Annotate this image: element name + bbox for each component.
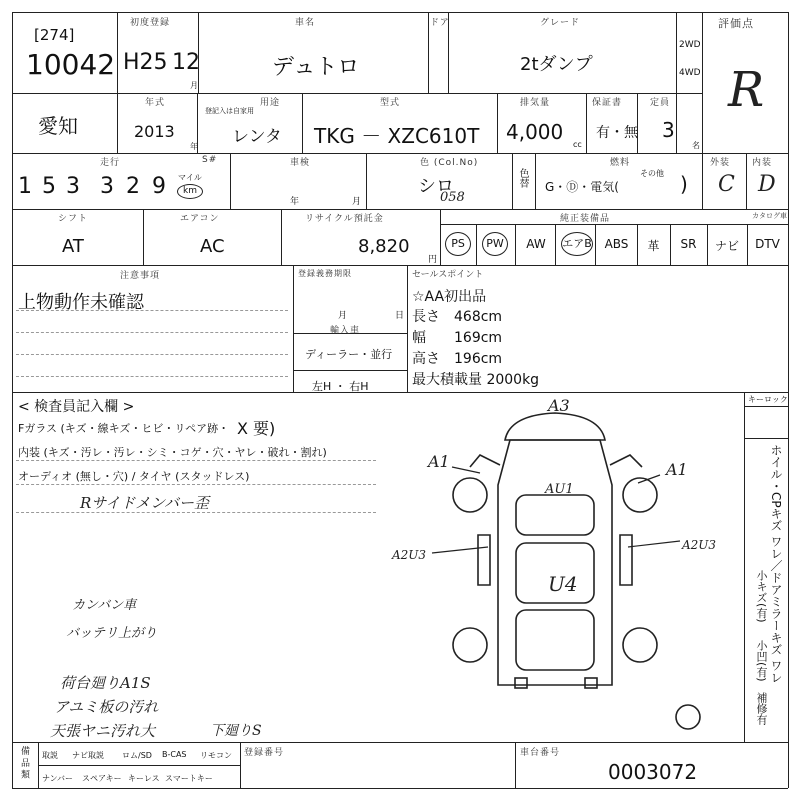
accessory-cell: 取説: [42, 751, 58, 760]
fuel-label: 燃料: [610, 158, 631, 168]
mileage-digit-4: 3: [100, 174, 114, 199]
first-reg-month: 12: [172, 50, 200, 75]
accessory-cell: ナンバー: [42, 774, 74, 783]
ac-label: エアコン: [180, 214, 220, 224]
sales-point: ☆AA初出品: [412, 289, 487, 305]
color-code: 058: [440, 190, 465, 205]
mileage-digit-2: 5: [42, 174, 56, 199]
vehicle-diagram: [380, 395, 740, 740]
side-note-main: ホイル・CPキズ ワレ／ドアミラーキズ ワレ: [769, 444, 783, 684]
inspector-note-6: 天張ヤニ汚れ大: [50, 722, 156, 740]
lot-number: 10042: [26, 48, 116, 81]
equipment-label: 純正装備品: [560, 214, 611, 224]
import-label: 輸入車: [330, 326, 361, 336]
insurance-value: 有・無: [596, 125, 638, 141]
displacement-value: 4,000: [506, 120, 564, 144]
fuel-other: その他: [640, 169, 664, 178]
equipment-ps: PS: [445, 232, 471, 256]
score-value: R: [728, 62, 765, 118]
inspector-glass-mark: X 要): [237, 419, 276, 438]
grade-value: 2tダンプ: [520, 54, 593, 75]
inspection-year-unit: 年: [290, 197, 300, 207]
month-unit: 月: [190, 81, 198, 90]
sales-label: セールスポイント: [412, 270, 484, 280]
sales-point: 長さ 468cm: [412, 309, 503, 325]
equipment-abs: ABS: [604, 237, 629, 251]
notes-line-1: 上物動作未確認: [18, 292, 144, 313]
equipment-sr: SR: [680, 237, 697, 251]
equipment-navi: ナビ: [714, 239, 739, 253]
inspector-title: < 検査員記入欄 >: [18, 399, 135, 415]
exterior-label: 外装: [710, 158, 731, 168]
mileage-digit-1: 1: [18, 174, 32, 199]
first-reg-label: 初度登録: [130, 18, 171, 28]
recycle-unit: 円: [428, 255, 438, 265]
accessory-cell: リモコン: [200, 751, 232, 760]
mileage-digit-6: 9: [152, 174, 166, 199]
accessory-cell: ロム/SD: [122, 751, 152, 760]
grade-label: グレード: [540, 18, 581, 28]
score-label: 評価点: [718, 17, 754, 30]
side-note-small-1: 小キズ(有): [755, 570, 768, 623]
side-note-small-2: 小凹(有): [755, 640, 768, 682]
accessory-cell: スマートキー: [165, 774, 213, 783]
damage-mark-u4: U4: [548, 572, 578, 596]
vehicle-number-label: 車台番号: [520, 748, 561, 758]
reg-month: 月: [338, 311, 348, 321]
seats-value: 3: [662, 118, 675, 142]
interior-label: 内装: [752, 158, 773, 168]
inspector-note-5: アユミ板の汚れ: [54, 698, 159, 716]
accessory-cell: スペアキー: [82, 774, 122, 783]
mileage-digit-5: 2: [126, 174, 140, 199]
damage-mark-au1: AU1: [545, 482, 574, 497]
inspector-interior: 内装 (キズ・汚レ・汚レ・シミ・コゲ・穴・ヤレ・破れ・割れ): [18, 446, 327, 459]
mileage-unit-km: km: [177, 184, 203, 199]
inspector-note-7: 下廻りS: [210, 723, 262, 739]
displacement-unit: cc: [573, 140, 582, 149]
damage-mark-a2u3-left: A2U3: [392, 548, 427, 562]
model-name: デュトロ: [272, 55, 360, 80]
type-label: 型式: [380, 98, 401, 108]
ac-value: AC: [200, 236, 225, 257]
type-code: TKG － XZC610T: [314, 124, 480, 148]
dealer-option: ディーラー・並行: [305, 348, 393, 361]
accessory-cell: キーレス: [128, 774, 160, 783]
damage-mark-a2u3-right: A2U3: [682, 538, 717, 552]
equipment-aw: AW: [526, 237, 546, 251]
accessory-cell: ナビ取説: [72, 751, 104, 760]
year-unit: 年: [190, 142, 198, 151]
year-value: 2013: [134, 122, 175, 141]
seats-unit: 名: [692, 141, 700, 150]
fuel-options: G・Ⓓ・電気(: [545, 180, 619, 194]
lot-tag: [274]: [34, 26, 75, 44]
sales-point: 幅 169cm: [412, 330, 503, 346]
inspector-glass: Fガラス (キズ・線キズ・ヒビ・リペア跡・: [18, 422, 230, 435]
recolor-label: 色替: [517, 168, 528, 188]
region: 愛知: [38, 114, 78, 138]
steering-option: 左H ・ 右H: [312, 380, 369, 393]
inspection-month-unit: 月: [352, 197, 362, 207]
insurance-label: 保証書: [592, 98, 623, 108]
inspector-note-1: Rサイドメンバー歪: [80, 494, 210, 512]
accessory-cell: B-CAS: [162, 750, 187, 759]
fuel-close: ): [680, 172, 688, 196]
reg-expiry-label: 登録義務期限: [298, 269, 352, 278]
sales-point: 最大積載量 2000kg: [412, 372, 540, 388]
inspector-note-2: カンバン車: [72, 598, 137, 613]
drive-2wd: 2WD: [679, 40, 701, 50]
s-number-label: S#: [202, 155, 218, 165]
door-label: ドア: [430, 18, 450, 28]
interior-grade: D: [758, 172, 776, 197]
inspection-label: 車検: [290, 158, 311, 168]
mileage-label: 走行: [100, 158, 121, 168]
purpose-label: 用途: [260, 98, 281, 108]
color-name: シロ: [418, 176, 454, 197]
sales-point: 高さ 196cm: [412, 351, 503, 367]
purpose-value: レンタ: [232, 127, 282, 147]
inspector-note-4: 荷台廻りA1S: [60, 674, 151, 692]
side-note-small-3: 補修有: [755, 692, 768, 725]
equipment-pw: PW: [482, 232, 508, 256]
recycle-amount: 8,820: [358, 236, 410, 257]
model-label: 車名: [295, 18, 316, 28]
damage-mark-a1-left: A1: [428, 452, 450, 471]
exterior-grade: C: [718, 172, 735, 197]
recycle-label: リサイクル預託金: [305, 214, 384, 224]
drive-4wd: 4WD: [679, 68, 701, 78]
displacement-label: 排気量: [520, 98, 551, 108]
first-reg-year: H25: [123, 50, 168, 75]
year-label: 年式: [145, 98, 166, 108]
purpose-small: 登記入は自家用: [205, 107, 254, 115]
inspector-audio: オーディオ (無し・穴) / タイヤ (スタッドレス): [18, 470, 250, 483]
tv-label: カタログ車: [752, 212, 787, 220]
damage-mark-a3: A3: [548, 396, 570, 415]
equipment-airbag: エアB: [561, 232, 593, 256]
notes-label: 注意事項: [120, 271, 161, 281]
shift-label: シフト: [58, 214, 89, 224]
mileage-digit-3: 3: [66, 174, 80, 199]
mileage-unit-mile: マイル: [178, 173, 202, 182]
shift-value: AT: [62, 236, 84, 257]
vehicle-number: 0003072: [608, 760, 698, 784]
equipment-dtv: DTV: [755, 237, 780, 251]
color-label: 色 (Col.No): [420, 158, 479, 168]
reg-day: 日: [395, 311, 405, 321]
damage-mark-a1-right: A1: [666, 460, 688, 479]
reg-number-label: 登録番号: [244, 748, 285, 758]
inspector-note-3: バッテリ上がり: [66, 626, 158, 641]
footer-side-label: 備 品 類: [19, 746, 29, 779]
equipment-leather: 革: [647, 239, 660, 253]
seats-label: 定員: [650, 98, 671, 108]
keylock-label: キーロック: [748, 395, 788, 404]
